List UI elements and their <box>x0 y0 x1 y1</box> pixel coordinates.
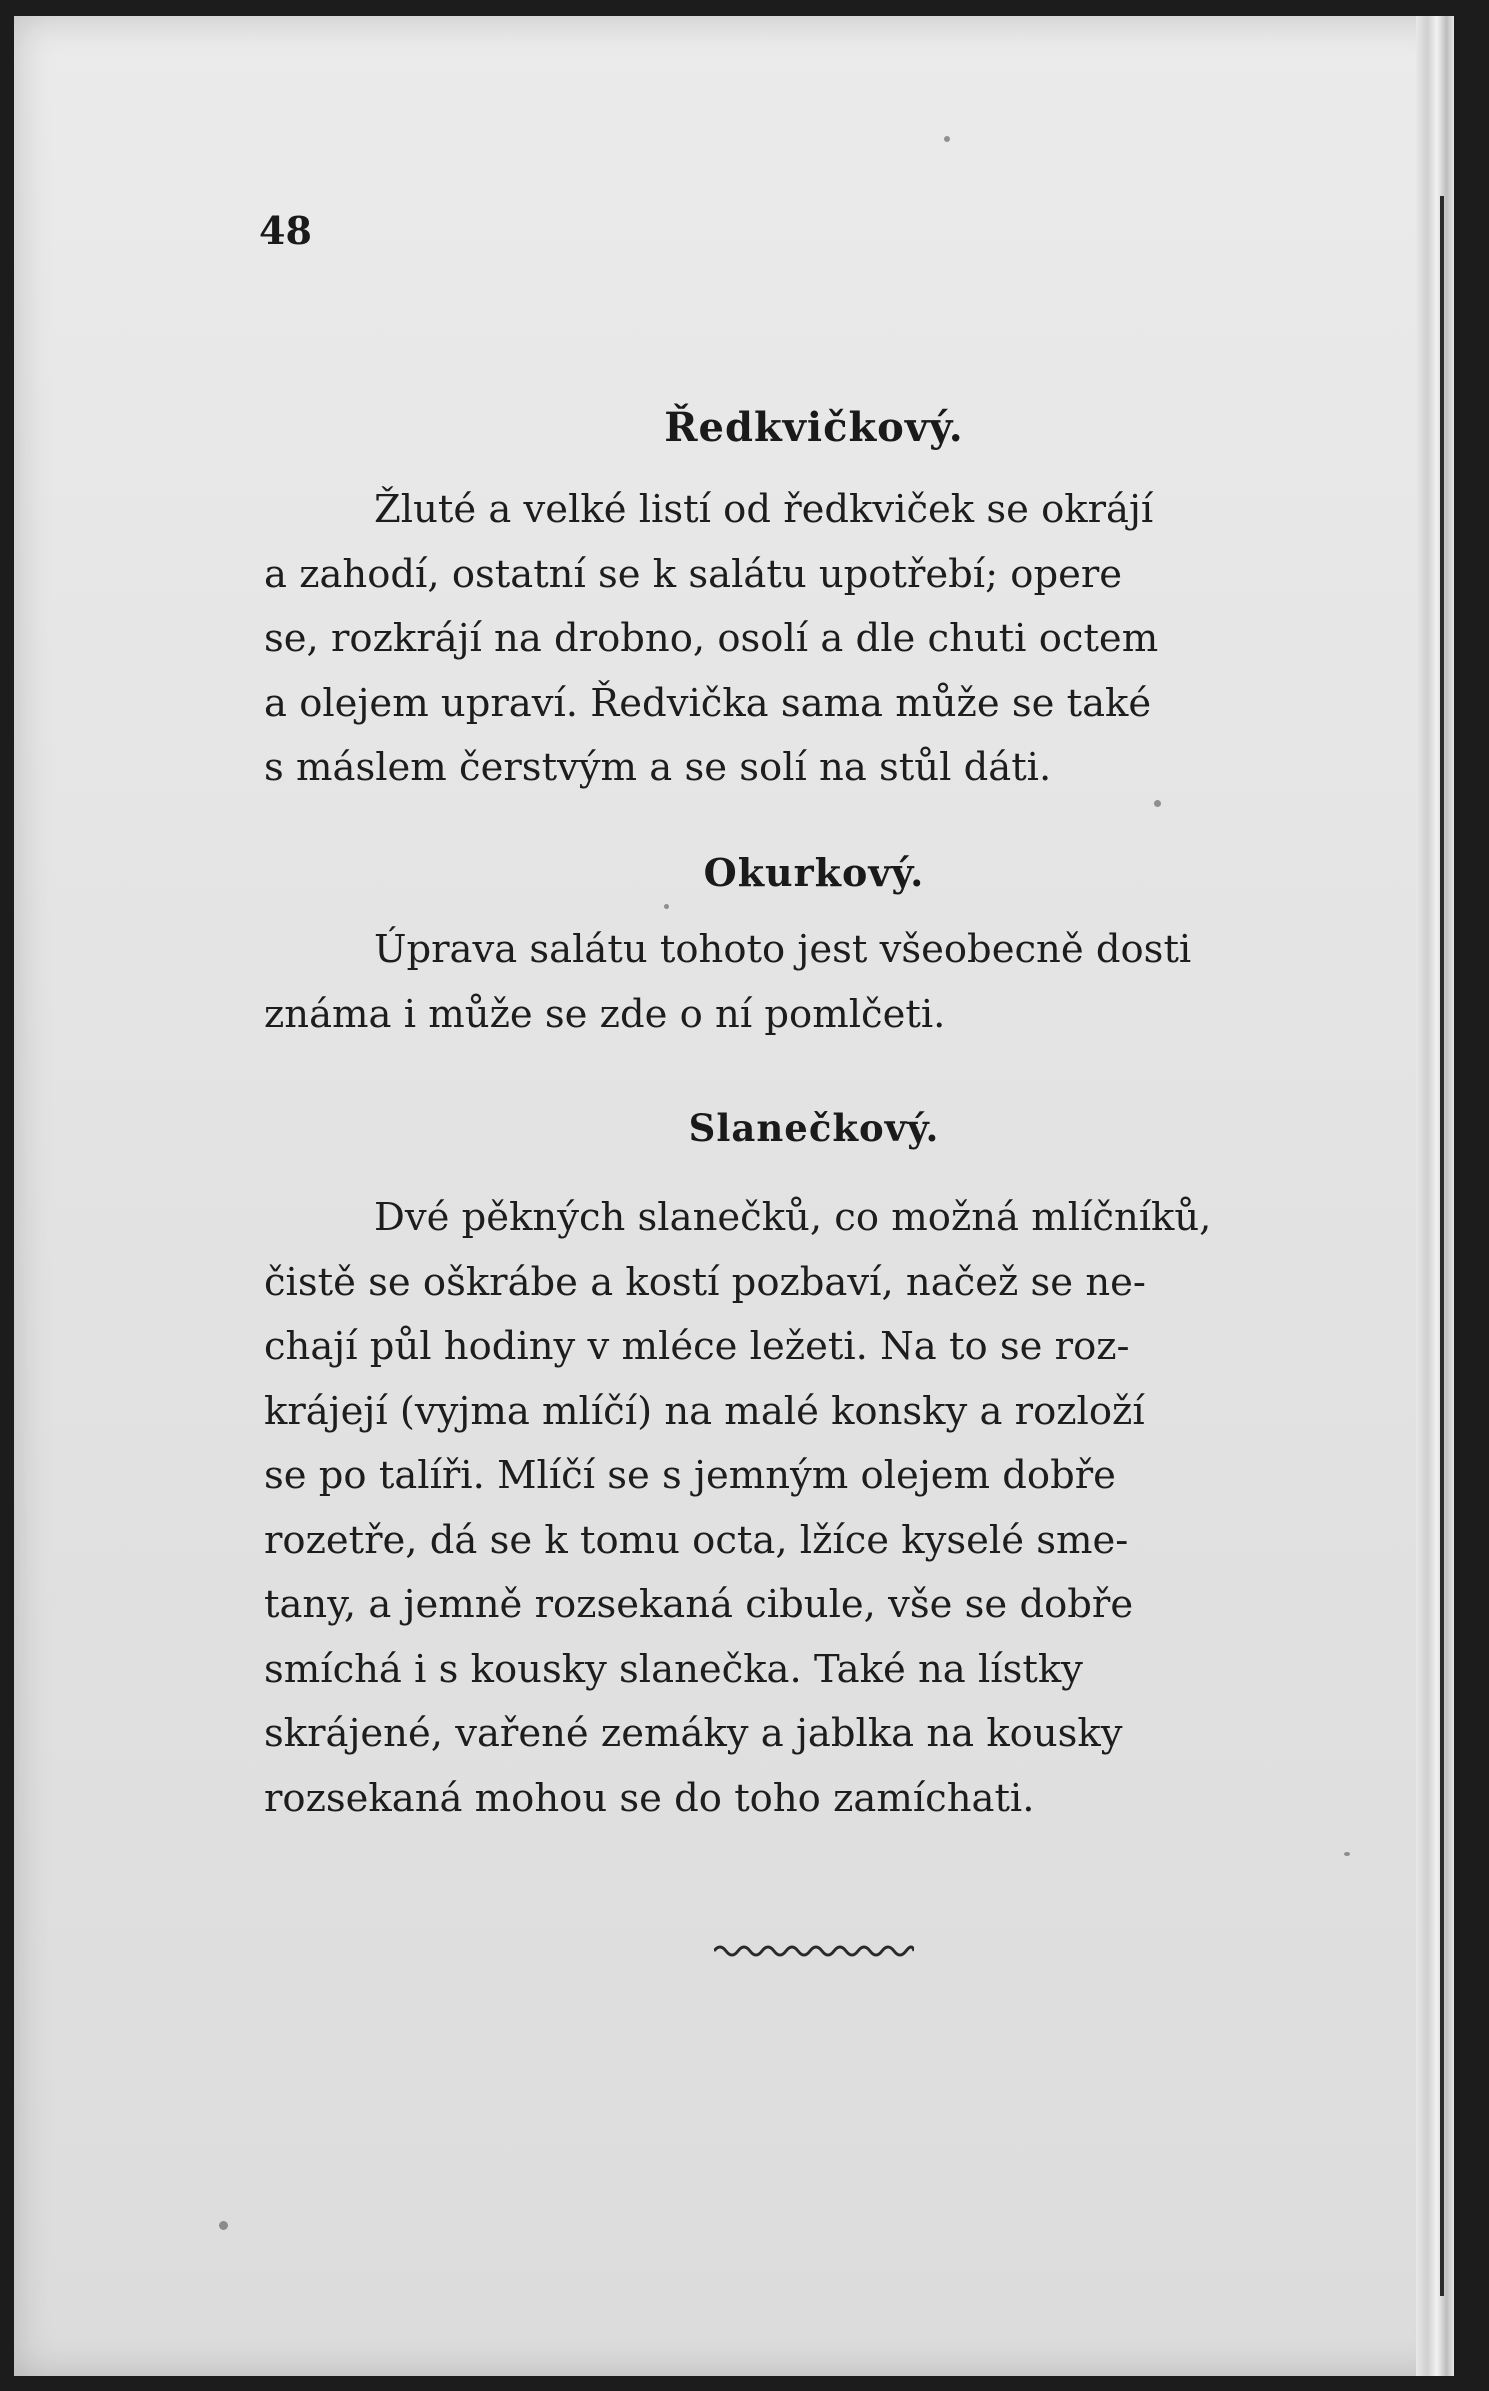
text-line: tany, a jemně rozsekaná cibule, vše se dobře <box>264 1582 1134 1627</box>
text-line: známa i může se zde o ní pomlčeti. <box>264 991 946 1037</box>
section-heading-slaneckovy: Slanečkový. <box>688 1106 940 1150</box>
section-heading-redkvickovy: Ředkvičkový. <box>664 404 964 451</box>
text-line: Úprava salátu tohoto jest všeobecně dosti <box>374 927 1192 972</box>
text-line: rozsekaná mohou se do toho zamíchati. <box>264 1775 1035 1821</box>
paper-speck <box>664 904 669 909</box>
text-line: se, rozkrájí na drobno, osolí a dle chuti octem <box>264 616 1159 661</box>
text-line: rozetře, dá se k tomu octa, lžíce kyselé sme- <box>264 1517 1129 1563</box>
text-line: skrájené, vařené zemáky a jablka na kousky <box>264 1711 1123 1756</box>
text-line: a zahodí, ostatní se k salátu upotřebí; opere <box>264 551 1123 597</box>
section-text-slaneckovy <box>264 1186 1339 1831</box>
text-line: s máslem čerstvým a se solí na stůl dáti. <box>264 745 1052 790</box>
text-line: krájejí (vyjma mlíčí) na malé konsky a rozloží <box>264 1388 1145 1434</box>
book-spine <box>1416 16 1454 2376</box>
text-line: Žluté a velké listí od ředkviček se okrájí <box>374 487 1154 532</box>
text-line: Dvé pěkných slanečků, co možná mlíčníků, <box>374 1195 1212 1240</box>
wavy-line-ornament-icon <box>714 1941 914 1961</box>
section-text-redkvickovy <box>264 478 1339 801</box>
book-page <box>14 16 1454 2376</box>
paper-speck <box>1154 800 1161 807</box>
spine-edge-line <box>1440 196 1444 2296</box>
paper-speck <box>219 2221 228 2230</box>
paper-speck <box>1344 1852 1350 1856</box>
page-number: 48 <box>259 208 312 253</box>
text-line: smíchá i s kousky slanečka. Také na lístky <box>264 1646 1083 1692</box>
text-line: čistě se oškrábe a kostí pozbaví, načež se ne- <box>264 1259 1146 1305</box>
section-heading-okurkovy: Okurkový. <box>703 850 925 895</box>
section-text-okurkovy <box>264 918 1339 1047</box>
text-line: chají půl hodiny v mléce ležeti. Na to se roz- <box>264 1324 1130 1369</box>
paper-speck <box>944 136 950 142</box>
text-line: se po talíři. Mlíčí se s jemným olejem dobře <box>264 1453 1116 1498</box>
text-line: a olejem upraví. Ředvička sama může se také <box>264 680 1152 726</box>
